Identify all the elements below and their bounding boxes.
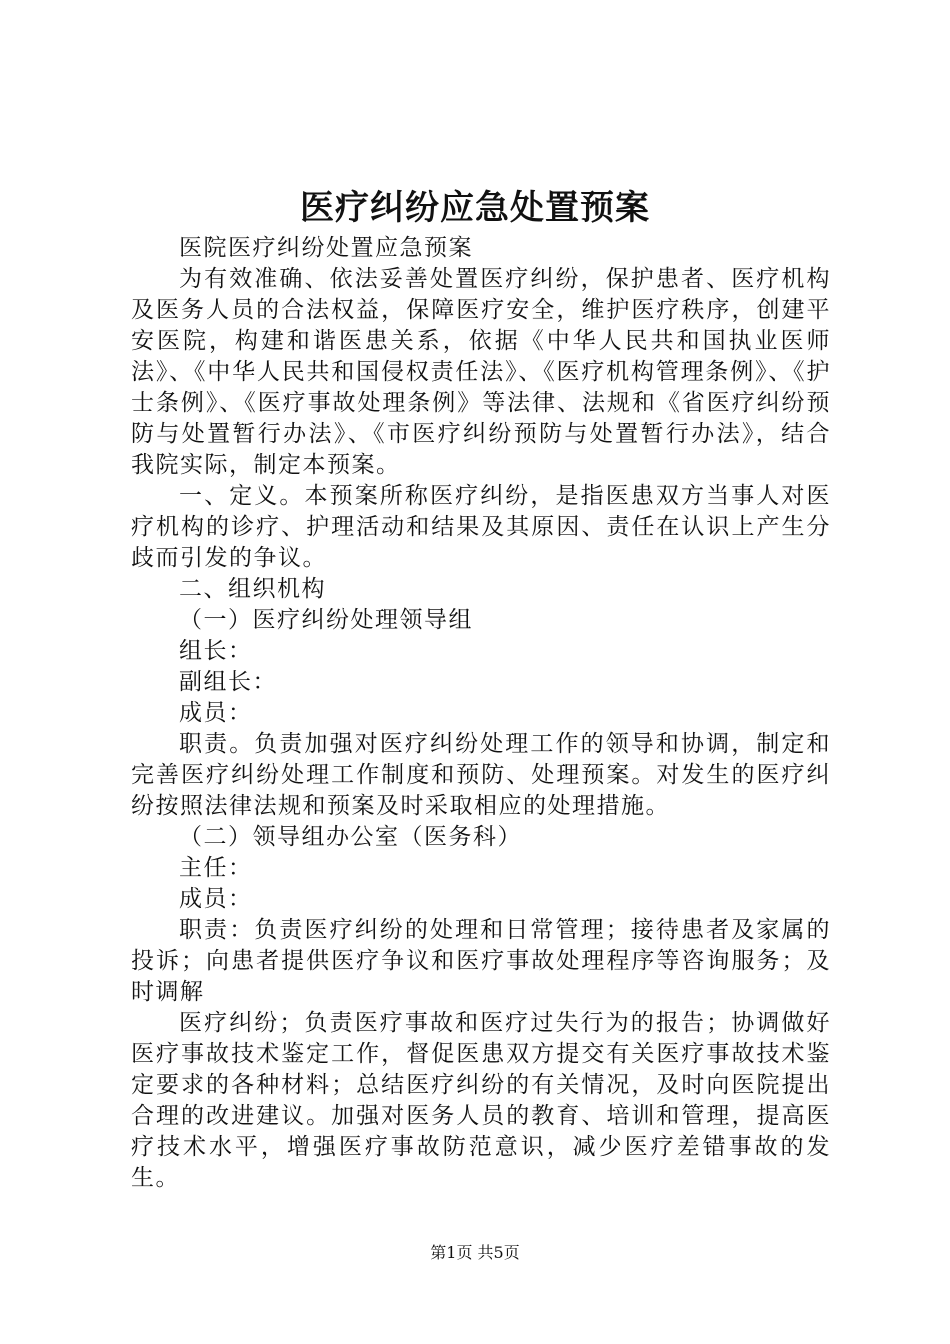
- office-duties-continued-paragraph: 医疗纠纷；负责医疗事故和医疗过失行为的报告；协调做好医疗事故技术鉴定工作，督促医患双方提交有关医疗事故技术鉴定要求的各种材料；总结医疗纠纷的有关情况，及时向医院提出合理的改进建议。加强对医务人员的教育、培训和管理，提高医疗技术水平，增强医疗事故防范意识，减少医疗差错事故的发生。: [131, 1010, 831, 1191]
- definition-paragraph: 一、定义。本预案所称医疗纠纷，是指医患双方当事人对医疗机构的诊疗、护理活动和结果及其原因、责任在认识上产生分歧而引发的争议。: [131, 483, 831, 571]
- document-body: [131, 233, 831, 1194]
- director-line: 主任：: [179, 855, 253, 881]
- office-duties-paragraph: 职责：负责医疗纠纷的处理和日常管理；接待患者及家属的投诉；向患者提供医疗争议和医疗事故处理程序等咨询服务；及时调解: [131, 917, 831, 1005]
- leader-line: 组长：: [179, 638, 253, 664]
- office-members-line: 成员：: [179, 886, 253, 912]
- subtitle-paragraph: 医院医疗纠纷处置应急预案: [179, 235, 473, 261]
- subsection-heading-office: （二）领导组办公室（医务科）: [179, 824, 522, 850]
- subsection-heading-leadership-group: （一）医疗纠纷处理领导组: [179, 607, 473, 633]
- section-heading-organization: 二、组织机构: [179, 576, 326, 602]
- purpose-paragraph: 为有效准确、依法妥善处置医疗纠纷，保护患者、医疗机构及医务人员的合法权益，保障医疗安全，维护医疗秩序，创建平安医院，构建和谐医患关系，依据《中华人民共和国执业医师法》、《中华人民共和国侵权责任法》、《医疗机构管理条例》、《护士条例》、《医疗事故处理条例》等法律、法规和《省医疗纠纷预防与处置暂行办法》、《市医疗纠纷预防与处置暂行办法》，结合我院实际，制定本预案。: [131, 266, 831, 478]
- page-footer: 第1页 共5页: [430, 1243, 520, 1262]
- leadership-duties-paragraph: 职责。负责加强对医疗纠纷处理工作的领导和协调，制定和完善医疗纠纷处理工作制度和预防、处理预案。对发生的医疗纠纷按照法律法规和预案及时采取相应的处理措施。: [131, 731, 831, 819]
- members-line: 成员：: [179, 700, 253, 726]
- deputy-leader-line: 副组长：: [179, 669, 277, 695]
- document-title: 医疗纠纷应急处置预案: [300, 188, 650, 228]
